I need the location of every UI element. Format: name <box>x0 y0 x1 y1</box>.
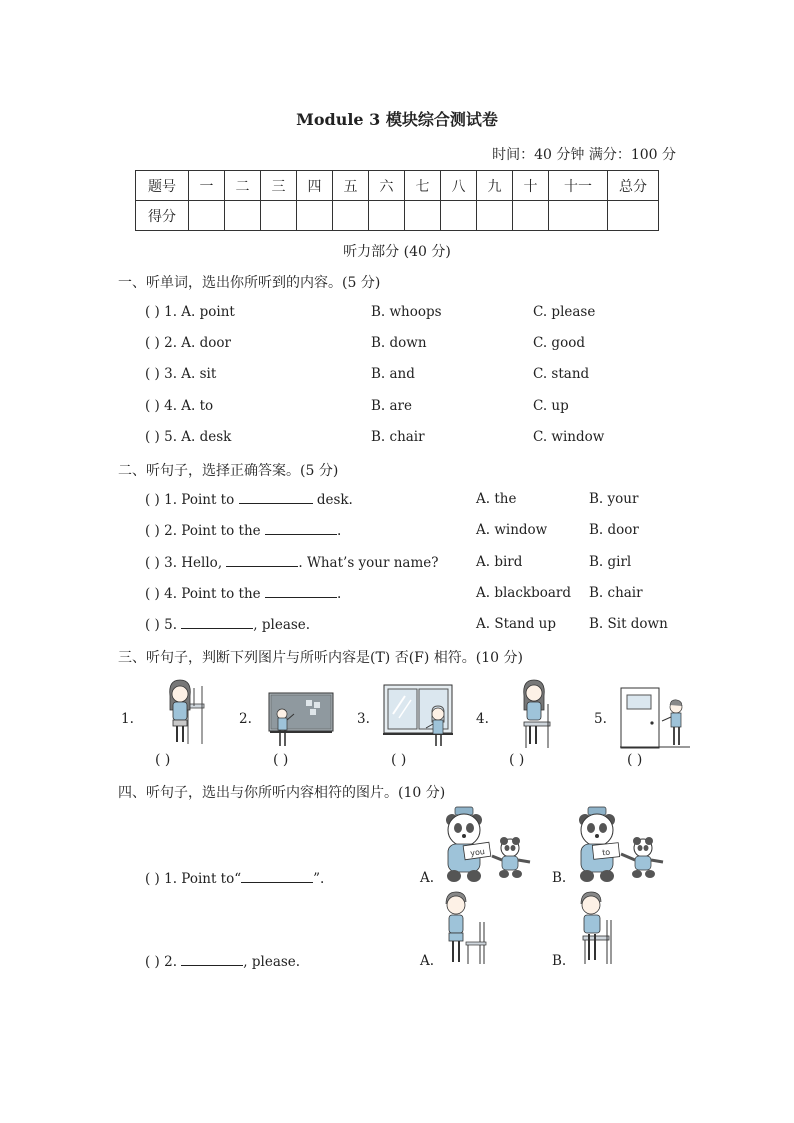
s3-label-5: 5. <box>594 711 607 727</box>
s1-q4-b: B. are <box>371 398 412 414</box>
score-table <box>135 170 659 231</box>
s1-q2-b: B. down <box>371 335 427 351</box>
s1-q3: ( ) 3. A. sit <box>145 366 217 382</box>
s2-q2: ( ) 2. Point to the . <box>145 523 342 539</box>
s1-q4-c: C. up <box>533 398 569 414</box>
s4-q2-opt-a[interactable]: A. <box>420 953 435 969</box>
table-cell: 四 <box>297 171 333 201</box>
section-3-heading: 三、听句子，判断下列图片与所听内容是(T) 否(F) 相符。(10 分) <box>118 650 523 666</box>
s4-q1: ( ) 1. Point to“ ”. <box>145 871 325 887</box>
answer-blank[interactable] <box>239 491 313 504</box>
s1-q5-b: B. chair <box>371 429 425 445</box>
s1-q3-b: B. and <box>371 366 415 382</box>
s1-q4: ( ) 4. A. to <box>145 398 214 414</box>
girl-sitting-chair-image <box>518 678 554 750</box>
boy-sitting-chair-image <box>577 890 617 966</box>
s3-label-2: 2. <box>239 711 252 727</box>
table-cell: 十一 <box>549 171 608 201</box>
score-input-cell[interactable] <box>549 201 608 231</box>
table-cell: 总分 <box>608 171 659 201</box>
s3-answer-5[interactable]: ( ) <box>627 752 643 768</box>
table-cell: 三 <box>261 171 297 201</box>
table-cell: 一 <box>189 171 225 201</box>
listening-section-header: 听力部分 (40 分) <box>343 244 451 260</box>
score-table-header-row <box>136 171 659 201</box>
s1-q2-c: C. good <box>533 335 585 351</box>
answer-blank[interactable] <box>226 554 298 567</box>
score-input-cell[interactable] <box>441 201 477 231</box>
s2-q2-b: B. door <box>589 522 639 538</box>
panda-pointing-to-image <box>575 806 667 884</box>
answer-blank[interactable] <box>241 870 313 883</box>
s1-q1-c: C. please <box>533 304 596 320</box>
s1-q1-b: B. whoops <box>371 304 442 320</box>
table-cell: 八 <box>441 171 477 201</box>
score-input-cell[interactable] <box>405 201 441 231</box>
s1-q2: ( ) 2. A. door <box>145 335 231 351</box>
s2-q1: ( ) 1. Point to desk. <box>145 492 353 508</box>
page-title: Module 3 模块综合测试卷 <box>296 110 498 129</box>
card-text-you: you <box>469 846 486 858</box>
s4-q1-opt-a[interactable]: A. <box>420 870 435 886</box>
s2-q3: ( ) 3. Hello, . What’s your name? <box>145 555 439 571</box>
s2-q2-a: A. window <box>476 522 548 538</box>
table-cell: 题号 <box>136 171 189 201</box>
s3-answer-1[interactable]: ( ) <box>155 752 171 768</box>
score-table-score-row <box>136 201 659 231</box>
s2-q1-a: A. the <box>476 491 517 507</box>
score-input-cell[interactable] <box>297 201 333 231</box>
answer-blank[interactable] <box>265 522 337 535</box>
s2-q4: ( ) 4. Point to the . <box>145 586 342 602</box>
s2-q3-b: B. girl <box>589 554 632 570</box>
table-cell: 十 <box>513 171 549 201</box>
score-input-cell[interactable] <box>225 201 261 231</box>
answer-blank[interactable] <box>181 616 253 629</box>
s4-q2: ( ) 2. , please. <box>145 954 301 970</box>
s3-label-3: 3. <box>357 711 370 727</box>
time-score-info: 时间：40 分钟 满分：100 分 <box>492 147 676 163</box>
s1-q3-c: C. stand <box>533 366 590 382</box>
s2-q4-a: A. blackboard <box>476 585 571 601</box>
girl-standing-chair-image <box>160 678 212 748</box>
section-2-heading: 二、听句子，选择正确答案。(5 分) <box>118 463 339 479</box>
s1-q5: ( ) 5. A. desk <box>145 429 232 445</box>
s2-q1-b: B. your <box>589 491 639 507</box>
score-input-cell[interactable] <box>369 201 405 231</box>
s2-q5-b: B. Sit down <box>589 616 668 632</box>
section-1-heading: 一、听单词，选出你所听到的内容。(5 分) <box>118 275 381 291</box>
s2-q4-b: B. chair <box>589 585 643 601</box>
s3-label-4: 4. <box>476 711 489 727</box>
score-input-cell[interactable] <box>513 201 549 231</box>
table-cell: 九 <box>477 171 513 201</box>
girl-blackboard-image <box>268 692 334 748</box>
panda-pointing-you-image <box>442 806 534 884</box>
s3-label-1: 1. <box>121 711 134 727</box>
girl-window-image <box>383 684 455 748</box>
s2-q5: ( ) 5. , please. <box>145 617 311 633</box>
score-input-cell[interactable] <box>261 201 297 231</box>
s3-answer-2[interactable]: ( ) <box>273 752 289 768</box>
section-4-heading: 四、听句子，选出与你所听内容相符的图片。(10 分) <box>118 785 446 801</box>
table-cell: 七 <box>405 171 441 201</box>
card-text-to: to <box>601 847 611 858</box>
boy-standing-chair-image <box>442 890 488 966</box>
boy-door-image <box>620 687 690 749</box>
s3-answer-4[interactable]: ( ) <box>509 752 525 768</box>
table-cell: 二 <box>225 171 261 201</box>
s4-q1-opt-b[interactable]: B. <box>552 870 567 886</box>
s1-q1: ( ) 1. A. point <box>145 304 235 320</box>
table-cell: 五 <box>333 171 369 201</box>
s3-answer-3[interactable]: ( ) <box>391 752 407 768</box>
answer-blank[interactable] <box>265 585 337 598</box>
score-input-cell[interactable] <box>333 201 369 231</box>
answer-blank[interactable] <box>181 953 243 966</box>
score-input-cell[interactable] <box>477 201 513 231</box>
s2-q5-a: A. Stand up <box>476 616 557 632</box>
s1-q5-c: C. window <box>533 429 605 445</box>
table-cell: 得分 <box>136 201 189 231</box>
s2-q3-a: A. bird <box>476 554 523 570</box>
score-input-cell[interactable] <box>608 201 659 231</box>
table-cell: 六 <box>369 171 405 201</box>
s4-q2-opt-b[interactable]: B. <box>552 953 567 969</box>
score-input-cell[interactable] <box>189 201 225 231</box>
